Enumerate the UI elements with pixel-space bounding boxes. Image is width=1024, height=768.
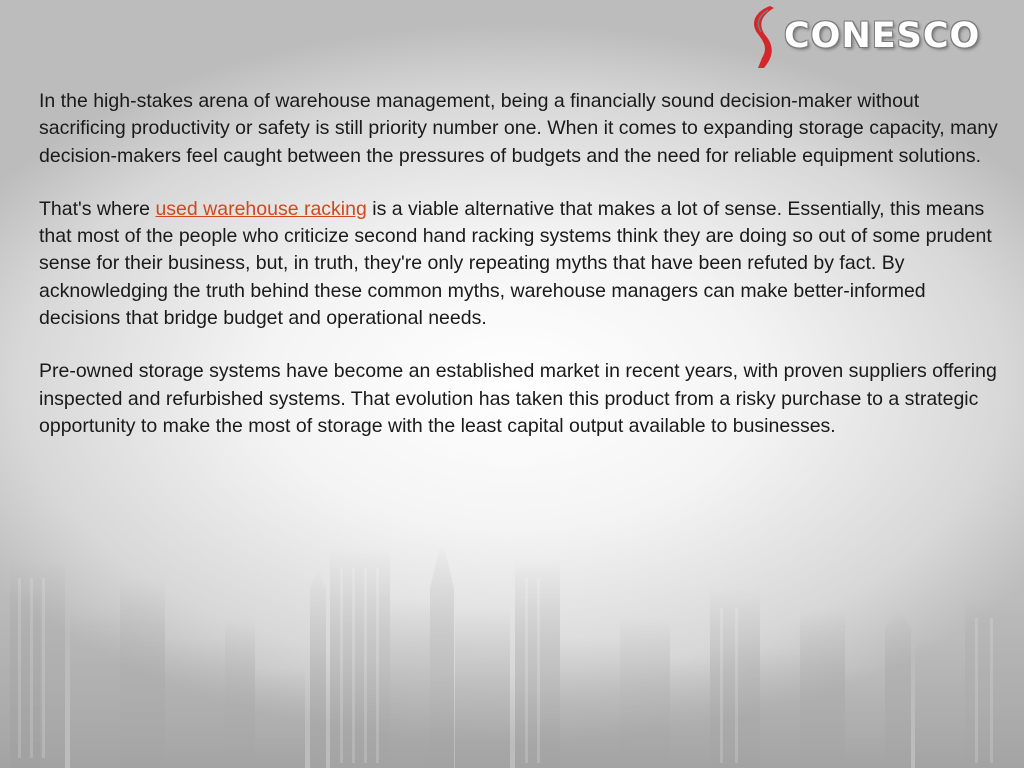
city-skyline-background [0,548,1024,768]
conesco-logo-text: CONESCO [784,16,981,56]
article-body [39,88,1009,466]
paragraph-3: Pre-owned storage systems have become an established market in recent years, with proven suppliers offering inspected and refurbished systems. That evolution has taken this product from a risky purchase to a strategic opportunity to make the most of storage with the least capital output available to businesses. [39,360,997,437]
used-warehouse-racking-link[interactable]: used warehouse racking [155,197,367,220]
paragraph-2-intro: That's where [39,197,156,220]
paragraph-2-rest: is a viable alternative that makes a lot of sense. Essentially, this means that most of the people who criticize second hand racking systems think they are doing so out of some prudent sense for their business, but, in truth, they're only repeating myths that have been refuted by fact. By acknowledging the truth behind these common myths, warehouse managers can make better-informed decisions that bridge budget and operational needs. [39,197,992,330]
paragraph-1: In the high-stakes arena of warehouse management, being a financially sound decision-maker without sacrificing productivity or safety is still priority number one. When it comes to expanding storage capacity, many decision-makers feel caught between the pressures of budgets and the need for reliable equipment solutions. [39,90,998,167]
paragraph-2 [39,196,1009,332]
conesco-s-mark-icon [744,2,780,72]
conesco-logo [744,2,1016,72]
